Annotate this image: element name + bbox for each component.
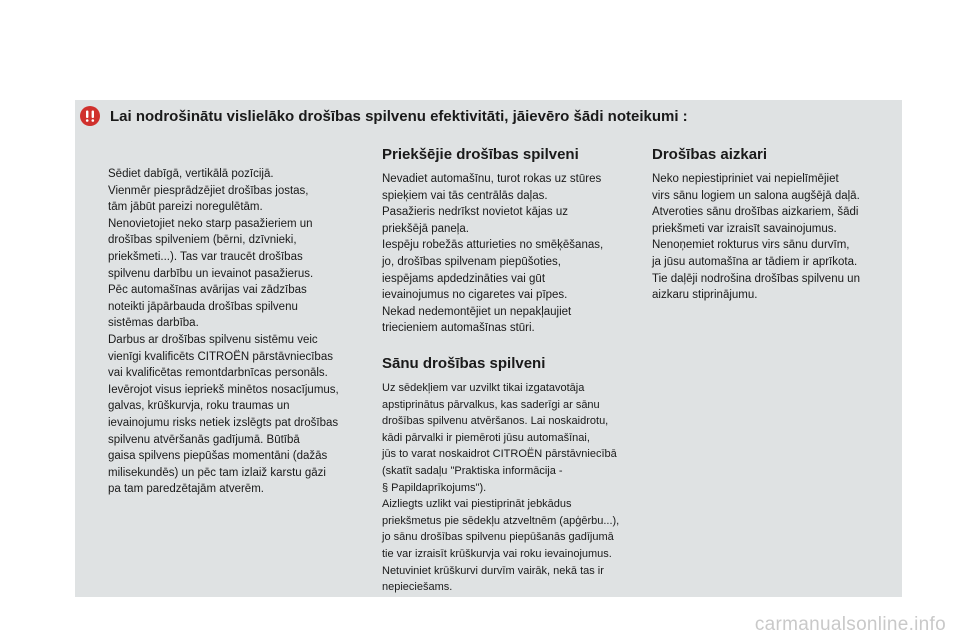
front-airbags-section — [382, 146, 637, 337]
watermark: carmanualsonline.info — [754, 614, 946, 635]
general-rules-column — [108, 166, 368, 498]
general-rules-text — [108, 166, 368, 498]
text-line: galvas, krūškurvja, roku traumas un — [108, 400, 290, 413]
text-line: ja jūsu automašīna ar tādiem ir aprīkota. — [652, 255, 858, 268]
text-line: ievainojumus no cigaretes vai pīpes. — [382, 289, 568, 302]
text-line: Nevadiet automašīnu, turot rokas uz stūres — [382, 173, 602, 185]
curtain-airbags-section — [652, 146, 892, 304]
curtain-airbags-title: Drošības aizkari — [652, 146, 768, 163]
text-line: priekšējā paneļa. — [382, 222, 469, 235]
text-line: noteikti jāpārbauda drošības spilvenu — [108, 300, 298, 313]
text-line: Tie daļēji nodrošina drošības spilvenu un — [652, 272, 860, 285]
text-line: jo sānu drošības spilvenu piepūšanās gadījumā — [382, 531, 614, 544]
text-line: virs sānu logiem un salona augšējā daļā. — [652, 189, 860, 202]
text-line: Ievērojot visus iepriekš minētos nosacījumus, — [108, 383, 339, 396]
side-airbags-text — [382, 380, 637, 596]
text-line: Nenovietojiet neko starp pasažieriem un — [108, 217, 313, 230]
text-line: Pēc automašīnas avārijas vai zādzības — [108, 284, 307, 297]
text-line: sistēmas darbība. — [108, 317, 199, 330]
text-line: nepieciešams. — [382, 581, 453, 594]
text-line: apstiprinātus pārvalkus, kas saderīgi ar sānu — [382, 398, 600, 411]
text-line: Neko nepiestipriniet vai nepielīmējiet — [652, 173, 839, 185]
text-line: Nekad nedemontējiet un nepakļaujiet — [382, 305, 572, 318]
front-airbags-title: Priekšējie drošības spilveni — [382, 146, 579, 163]
text-line: milisekundēs) un pēc tam izlaiž karstu gāzi — [108, 466, 326, 479]
text-line: gaisa spilvens piepūšas momentāni (dažās — [108, 450, 328, 463]
text-line: kādi pārvalki ir piemēroti jūsu automašīnai, — [382, 431, 590, 444]
text-line: priekšmeti var izraisīt savainojumus. — [652, 222, 837, 235]
text-line: priekšmeti...). Tas var traucēt drošības — [108, 250, 303, 263]
text-line: (skatīt sadaļu "Praktiska informācija - — [382, 464, 563, 477]
text-line: Vienmēr piesprādzējiet drošības jostas, — [108, 184, 309, 197]
text-line: Sēdiet dabīgā, vertikālā pozīcijā. — [108, 168, 274, 180]
text-line: drošības spilvenu atvēršanos. Lai noskaidrotu, — [382, 415, 609, 428]
front-airbags-text — [382, 171, 637, 337]
text-line: spilvenu darbību un ievainot pasažierus. — [108, 267, 314, 280]
text-line: Iespēju robežās atturieties no smēķēšanas, — [382, 239, 604, 252]
text-line: pa tam paredzētajām atverēm. — [108, 483, 264, 496]
text-line: triecieniem automašīnas stūri. — [382, 322, 535, 335]
text-line: Aizliegts uzlikt vai piestiprināt jebkādus — [382, 498, 572, 511]
curtain-airbags-text — [652, 171, 892, 304]
text-line: iespējams apdedzināties vai gūt — [382, 272, 546, 285]
text-line: Atveroties sānu drošības aizkariem, šādi — [652, 206, 859, 219]
text-line: spilvenu atvēršanās gadījumā. Būtībā — [108, 433, 300, 446]
header-title: Lai nodrošinātu vislielāko drošības spilvenu efektivitāti, jāievēro šādi noteikumi : — [110, 107, 688, 125]
warning-exclamation-icon — [80, 106, 100, 126]
text-line: ievainojumu risks netiek izslēgts pat drošības — [108, 416, 339, 429]
side-airbags-title: Sānu drošības spilveni — [382, 355, 546, 372]
side-airbags-section — [382, 355, 637, 596]
text-line: spieķiem vai tās centrālās daļas. — [382, 189, 548, 202]
warning-header — [80, 104, 688, 128]
text-line: Darbus ar drošības spilvenu sistēmu veic — [108, 333, 318, 346]
text-line: Netuviniet krūškurvi durvīm vairāk, nekā tas ir — [382, 564, 604, 577]
text-line: jūs to varat noskaidrot CITROËN pārstāvniecībā — [382, 448, 617, 461]
text-line: Uz sēdekļiem var uzvilkt tikai izgatavotāja — [382, 382, 585, 394]
text-line: jo, drošības spilvenam piepūšoties, — [382, 255, 561, 268]
text-line: priekšmetus pie sēdekļu atzveltnēm (apģērbu...), — [382, 514, 620, 527]
text-line: tie var izraisīt krūškurvja vai roku ievainojumus. — [382, 547, 612, 560]
text-line: vienīgi kvalificēts CITROËN pārstāvniecības — [108, 350, 333, 363]
text-line: aizkaru stiprinājumu. — [652, 289, 758, 302]
text-line: drošības spilveniem (bērni, dzīvnieki, — [108, 234, 297, 247]
text-line: Nenoņemiet rokturus virs sānu durvīm, — [652, 239, 850, 252]
text-line: Pasažieris nedrīkst novietot kājas uz — [382, 206, 569, 219]
text-line: § Papildaprīkojums"). — [382, 481, 487, 494]
text-line: vai kvalificētas remontdarbnīcas personāls. — [108, 367, 328, 380]
text-line: tām jābūt pareizi noregulētām. — [108, 201, 263, 214]
